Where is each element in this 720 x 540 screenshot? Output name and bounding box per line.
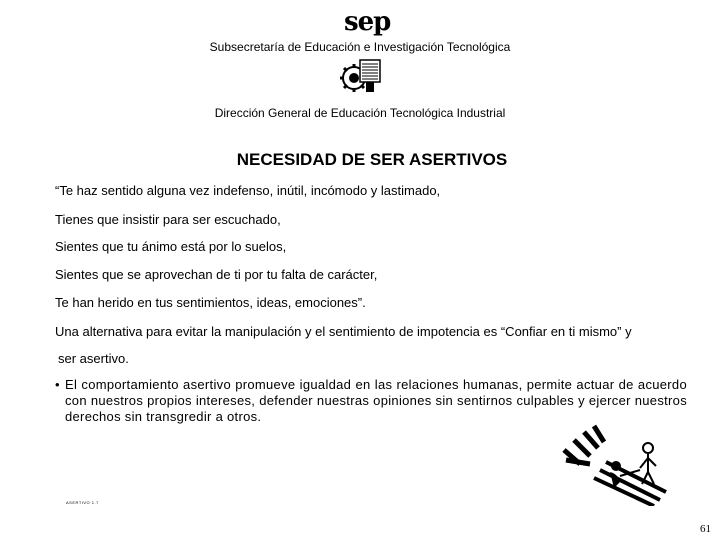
text-line: “Te haz sentido alguna vez indefenso, inútil, incómodo y lastimado, [55, 183, 441, 198]
text-line: Sientes que tu ánimo está por lo suelos, [55, 239, 287, 254]
text-line: Tienes que insistir para ser escuchado, [55, 212, 281, 227]
text-line: Una alternativa para evitar la manipulación y el sentimiento de impotencia es “Confiar en ti mismo” y [55, 324, 632, 339]
bullet-mark: • [55, 377, 60, 392]
bullet-paragraph [55, 377, 687, 425]
page-number: 61 [700, 523, 711, 535]
subsecretaria-heading: Subsecretaría de Educación e Investigación Tecnológica [209, 40, 511, 54]
text-line: ser asertivo. [58, 351, 129, 366]
assertive-figure-illustration [560, 420, 672, 506]
direccion-heading: Dirección General de Educación Tecnológica Industrial [214, 106, 506, 120]
emblem-icon [340, 56, 384, 96]
text-line: Sientes que se aprovechan de ti por tu falta de carácter, [55, 267, 378, 282]
footnote: ASERTIVO 1.7 [66, 500, 99, 505]
sep-logo: sep [344, 7, 391, 37]
text-line: Te han herido en tus sentimientos, ideas, emociones”. [55, 295, 366, 310]
bullet-text: El comportamiento asertivo promueve igualdad en las relaciones humanas, permite actuar de acuerdo con nuestros propios intereses, defender nuestras opiniones sin sentirnos culpables y ejercer nuestros derechos sin transgredir a otros. [65, 377, 687, 424]
page-title: NECESIDAD DE SER ASERTIVOS [236, 150, 508, 169]
